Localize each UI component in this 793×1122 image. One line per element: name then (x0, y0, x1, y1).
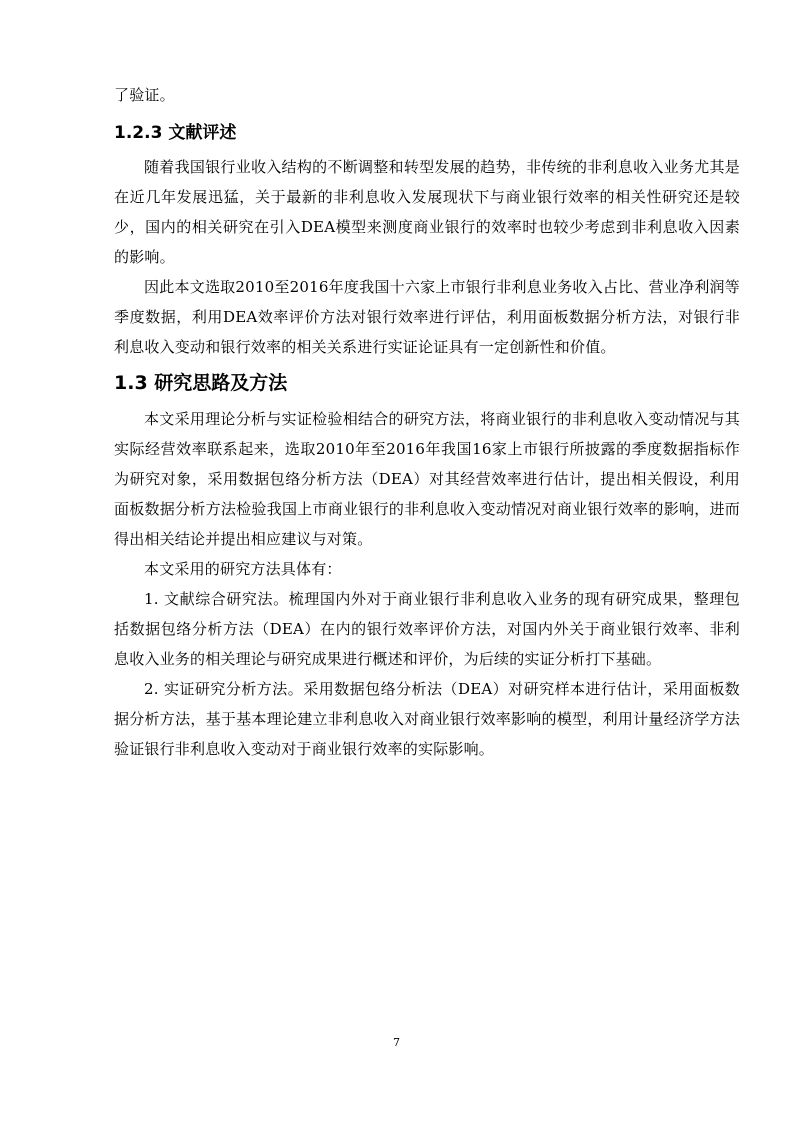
section-heading-1-2-3: 1.2.3 文献评述 (114, 123, 237, 143)
paragraph-1-2-3-b: 因此本文选取2010至2016年度我国十六家上市银行非利息业务收入占比、营业净利润等季度数据，利用DEA效率评价方法对银行效率进行评估，利用面板数据分析方法，对银行非利息收入变动和银行效率的相关关系进行实证论证具有一定创新性和价值。 (114, 278, 740, 356)
page-content (114, 80, 740, 764)
continuation-text: 了验证。 (114, 86, 175, 104)
page-number: 7 (393, 1036, 400, 1049)
paragraph-1-2-3-a: 随着我国银行业收入结构的不断调整和转型发展的趋势，非传统的非利息收入业务尤其是在近几年发展迅猛，关于最新的非利息收入发展现状下与商业银行效率的相关性研究还是较少，国内的相关研究在引入DEA模型来测度商业银行的效率时也较少考虑到非利息收入因素的影响。 (114, 158, 740, 266)
method-item-1: 1. 文献综合研究法。梳理国内外对于商业银行非利息收入业务的现有研究成果，整理包括数据包络分析方法（DEA）在内的银行效率评价方法，对国内外关于商业银行效率、非利息收入业务的相关理论与研究成果进行概述和评价，为后续的实证分析打下基础。 (114, 590, 740, 668)
paragraph-1-3-b: 本文采用的研究方法具体有： (144, 560, 342, 578)
paragraph-1-3-a: 本文采用理论分析与实证检验相结合的研究方法，将商业银行的非利息收入变动情况与其实际经营效率联系起来，选取2010年至2016年我国16家上市银行所披露的季度数据指标作为研究对象，采用数据包络分析方法（DEA）对其经营效率进行估计，提出相关假设，利用面板数据分析方法检验我国上市商业银行的非利息收入变动情况对商业银行效率的影响，进而得出相关结论并提出相应建议与对策。 (114, 410, 740, 548)
section-heading-1-3: 1.3 研究思路及方法 (114, 372, 288, 394)
method-item-2: 2. 实证研究分析方法。采用数据包络分析法（DEA）对研究样本进行估计，采用面板数据分析方法，基于基本理论建立非利息收入对商业银行效率影响的模型，利用计量经济学方法验证银行非利息收入变动对于商业银行效率的实际影响。 (114, 680, 740, 758)
